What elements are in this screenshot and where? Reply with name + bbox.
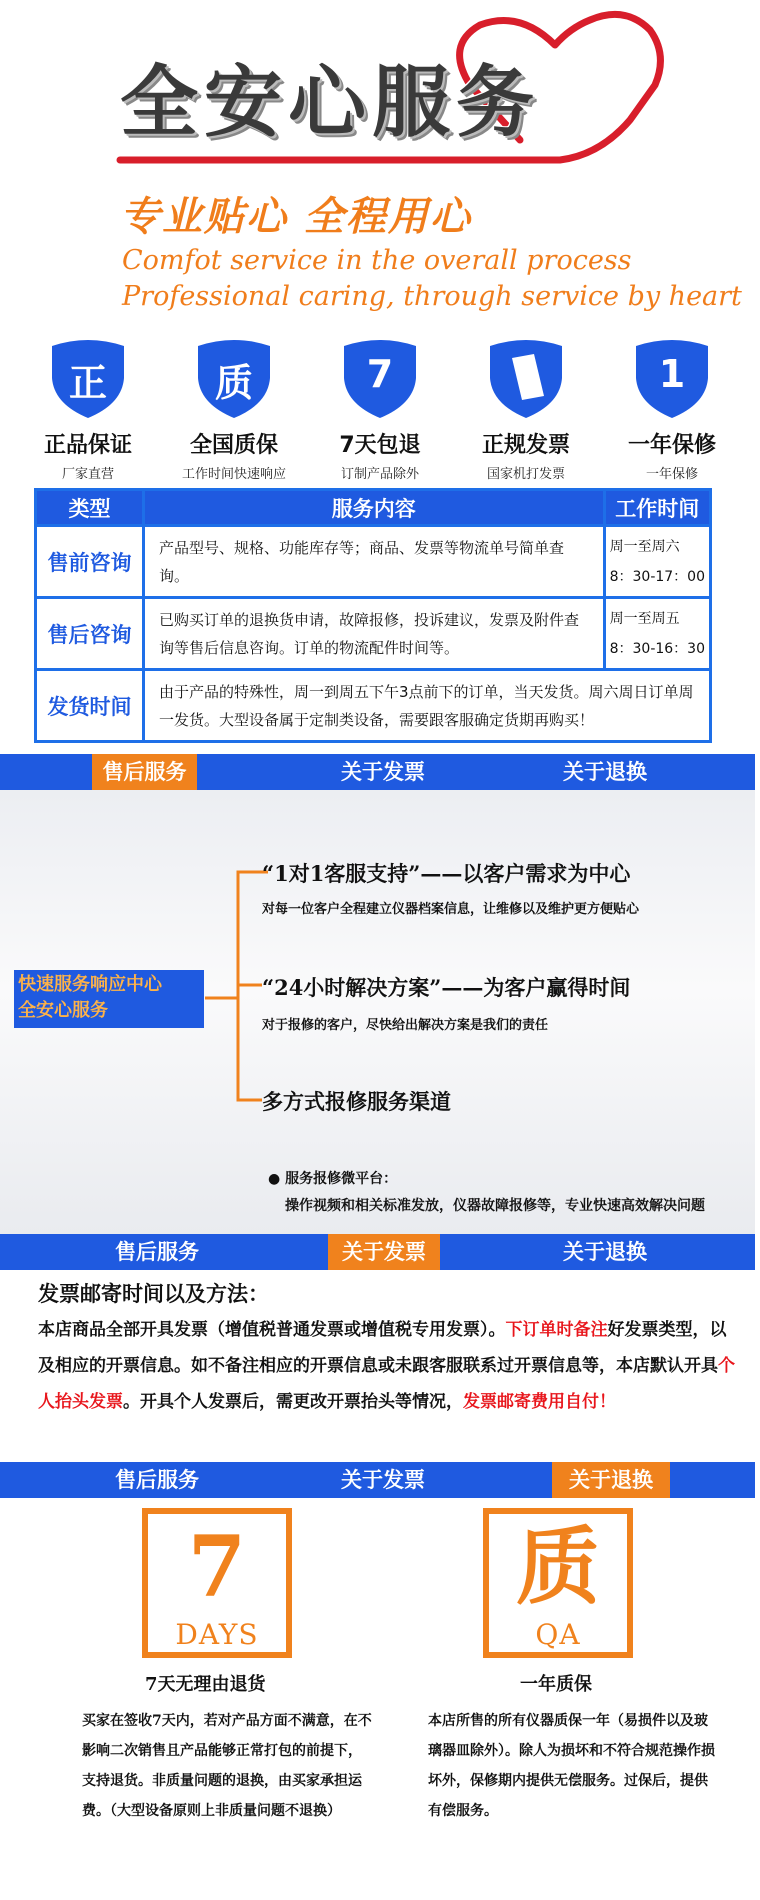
card-caption: QA	[535, 1618, 581, 1651]
row-content: 由于产品的特殊性，周一到周五下午3点前下的订单，当天发货。周六周日订单周一发货。大型设备属于定制类设备，需要跟客服确定货期再购买！	[144, 670, 711, 742]
hero-title: 全安心服务	[120, 58, 541, 148]
tab-returns[interactable]: 关于退换	[563, 759, 647, 784]
card-big-glyph: 质	[515, 1517, 600, 1616]
tab-invoice[interactable]: 关于发票	[341, 1467, 425, 1492]
tab-invoice[interactable]: 关于发票	[328, 1234, 440, 1270]
badge-desc: 一年保修	[645, 467, 698, 482]
row-time-days: 周一至周六	[609, 538, 680, 555]
table-row	[36, 670, 711, 742]
badge-desc: 工作时间快速响应	[181, 467, 286, 482]
service-item-1-head: “1对1客服支持”——以客户需求为中心	[262, 861, 631, 886]
badge-genuine	[18, 338, 158, 484]
badge-desc: 厂家直营	[61, 467, 114, 482]
quality-title: 一年质保	[520, 1674, 592, 1695]
row-content: 产品型号、规格、功能库存等；商品、发票等物流单号简单查询。	[144, 526, 605, 598]
tab-invoice[interactable]: 关于发票	[341, 759, 425, 784]
tab-after-sales[interactable]: 售后服务	[115, 1239, 199, 1264]
tab-returns[interactable]: 关于退换	[563, 1239, 647, 1264]
badge-invoice	[456, 338, 596, 484]
badge-warranty	[602, 338, 742, 484]
row-time-days: 周一至周五	[609, 610, 680, 627]
badge-quality	[164, 338, 304, 484]
service-item-2-desc: 对于报修的客户，尽快给出解决方案是我们的责任	[262, 1018, 549, 1033]
invoice-title: 发票邮寄时间以及方法：	[38, 1281, 269, 1306]
tab-bar-service	[0, 754, 755, 790]
shield-icon: 1	[630, 338, 714, 420]
row-time-hours: 8：30-16：30	[609, 640, 705, 657]
service-item-2-head: “24小时解决方案”——为客户赢得时间	[262, 975, 631, 1000]
table-row	[36, 598, 711, 670]
hero-banner	[0, 0, 760, 330]
table-row	[36, 526, 711, 598]
service-item-1-desc: 对每一位客户全程建立仪器档案信息，让维修以及维护更方便贴心	[262, 902, 640, 917]
shield-icon: 质	[192, 338, 276, 420]
service-center-label: 快速服务响应中心 全安心服务	[14, 970, 204, 1028]
card-big-number: 7	[187, 1517, 247, 1616]
row-type: 发货时间	[36, 670, 144, 742]
service-bullet: ● 服务报修微平台：	[268, 1171, 398, 1187]
badge-desc: 国家机打发票	[486, 467, 565, 482]
quality-text: 本店所售的所有仪器质保一年（易损件以及玻璃器皿除外）。除人为损坏和不符合规范操作损坏外，保修期内提供无偿服务。过保后，提供有偿服务。	[428, 1713, 715, 1819]
table-header-row	[36, 490, 711, 526]
card-caption: DAYS	[175, 1618, 259, 1651]
header-time: 工作时间	[604, 490, 710, 526]
tab-returns[interactable]: 关于退换	[552, 1462, 670, 1498]
service-item-3-head: 多方式报修服务渠道	[262, 1089, 451, 1114]
hero-subtitle: 专业贴心 全程用心	[120, 194, 472, 240]
tab-after-sales[interactable]: 售后服务	[115, 1467, 199, 1492]
tab-bar-invoice	[0, 1234, 755, 1270]
invoice-body: 本店商品全部开具发票（增值税普通发票或增值税专用发票）。下订单时备注好发票类型，以及相应的开票信息。如不备注相应的开票信息或未跟客服联系过开票信息等，本店默认开具个人抬头发票。开具个人发票后，需更改开票抬头等情况，发票邮寄费用自付！	[38, 1320, 735, 1412]
badge-title: 全国质保	[189, 433, 278, 458]
quality-card	[483, 1508, 633, 1658]
badge-title: 正品保证	[43, 433, 132, 458]
tab-after-sales[interactable]: 售后服务	[92, 754, 197, 790]
row-time	[604, 526, 710, 598]
shield-icon: 7	[338, 338, 422, 420]
row-time-hours: 8：30-17：00	[609, 568, 705, 585]
row-type: 售后咨询	[36, 598, 144, 670]
guarantee-badges	[18, 338, 742, 484]
service-center-section	[0, 790, 755, 1235]
hero-english-line-2: Professional caring, through service by heart	[122, 281, 742, 312]
badge-desc: 订制产品除外	[340, 467, 419, 482]
header-type: 类型	[36, 490, 144, 526]
row-time	[604, 598, 710, 670]
return-title: 7天无理由退货	[145, 1674, 266, 1695]
row-type: 售前咨询	[36, 526, 144, 598]
shield-icon: 正	[46, 338, 130, 420]
return-text: 买家在签收7天内，若对产品方面不满意，在不影响二次销售且产品能够正常打包的前提下，支持退货。非质量问题的退换，由买家承担运费。（大型设备原则上非质量问题不退换）	[82, 1713, 372, 1819]
row-content: 已购买订单的退换货申请，故障报修，投诉建议，发票及附件查询等售后信息咨询。订单的物流配件时间等。	[144, 598, 605, 670]
badge-7day-return	[310, 338, 450, 484]
hero-english-line-1: Comfot service in the overall process	[122, 245, 632, 276]
service-bullet-desc: 操作视频和相关标准发放，仪器故障报修等，专业快速高效解决问题	[285, 1198, 705, 1214]
shield-icon	[484, 338, 568, 420]
badge-title: 一年保修	[627, 433, 716, 458]
badge-title: 正规发票	[481, 433, 570, 458]
tab-bar-returns	[0, 1462, 755, 1498]
badge-title: 7天包退	[339, 433, 421, 458]
service-table	[34, 488, 712, 743]
seven-day-return-card	[142, 1508, 292, 1658]
header-content: 服务内容	[144, 490, 605, 526]
